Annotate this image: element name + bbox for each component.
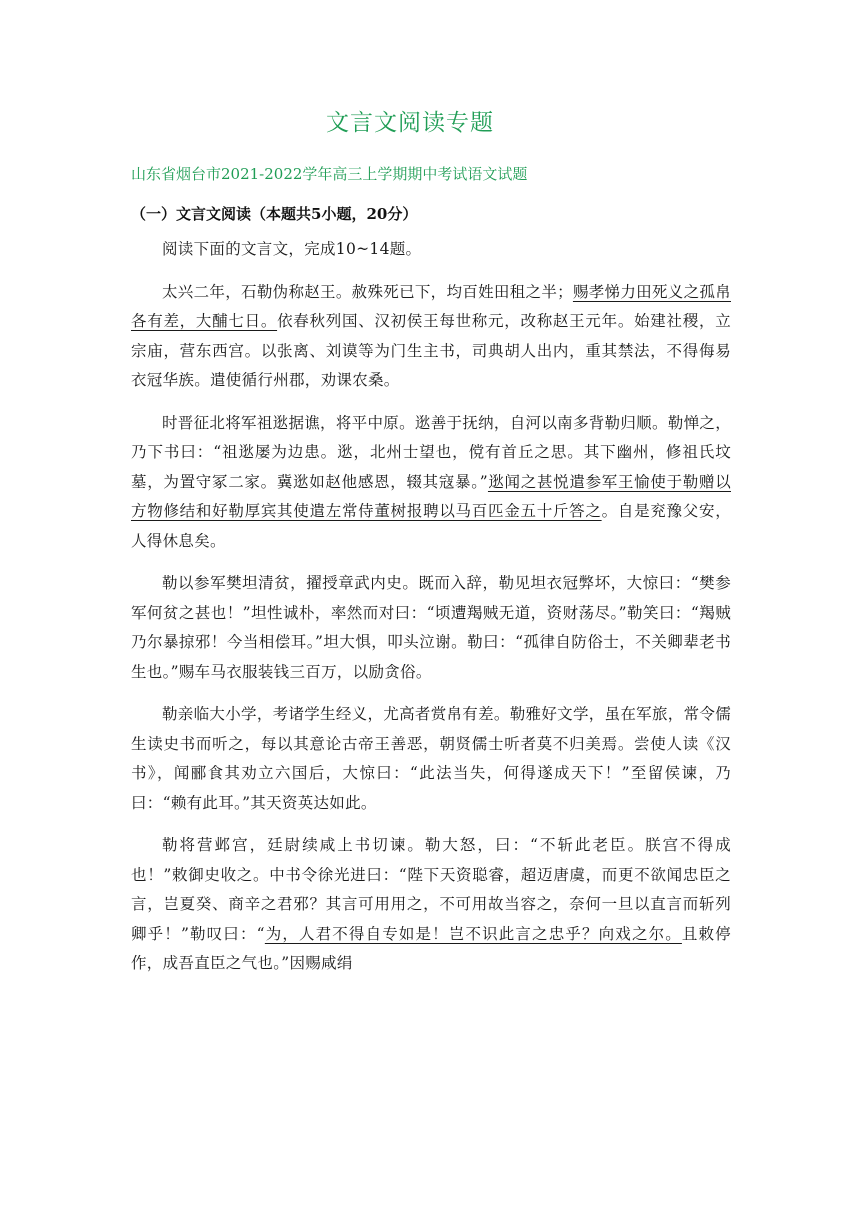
paragraph-5-text-b: 且敕停作，成吾直臣之气也。”因赐咸绢: [131, 924, 731, 972]
paragraph-4: 勒亲临大小学，考诸学生经义，尤高者赏帛有差。勒雅好文学，虽在军旅，常令儒生读史书而听之，每以其意论古帝王善恶，朝贤儒士听者莫不归美焉。尝使人读《汉书》，闻郦食其劝立六国后，大惊曰：“此法当失，何得遂成天下！”至留侯谏，乃曰：“赖有此耳。”其天资英达如此。: [131, 705, 731, 812]
paragraph-2-underlined: 逖闻之甚悦遣参军王愉使于勒赠以方物修结和好勒厚宾其使遣左常侍董树报聘以马百匹金五十斤答之: [131, 472, 731, 520]
passage-body: [131, 235, 731, 992]
paragraph-1-text-a: 太兴二年，石勒伪称赵王。赦殊死已下，均百姓田租之半；: [162, 282, 573, 301]
paragraph-1-underlined: 赐孝悌力田死义之孤帛各有差，大酺七日。: [131, 282, 731, 330]
source-line: 山东省烟台市2021-2022学年高三上学期期中考试语文试题: [131, 165, 528, 183]
paragraph-2-text-b: 。自是兖豫父安，人得休息矣。: [131, 502, 732, 550]
paragraph-1: [131, 278, 731, 396]
instruction-paragraph: 阅读下面的文言文，完成10~14题。: [162, 240, 422, 258]
paragraph-2-text-a: 时晋征北将军祖逖据谯，将平中原。逖善于抚纳，自河以南多背勒归顺。勒惮之，乃下书曰：“祖逖屡为边患。逖，北州士望也，傥有首丘之思。其下幽州，修祖氏坟墓，为置守冢二家。冀逖如赵他感恩，辍其寇暴。”: [131, 413, 731, 491]
paragraph-5-text-a: 勒将营邺宫，廷尉续咸上书切谏。勒大怒，曰：“不斩此老臣。朕宫不得成也！”敕御史收之。中书令徐光进曰：“陛下天资聪睿，超迈唐虞，而更不欲闻忠臣之言，岂夏癸、商辛之君邪？其言可用用之，不可用故当容之，奈何一旦以直言而斩列卿乎！”勒叹曰：“: [131, 836, 731, 943]
paragraph-5: [131, 831, 731, 979]
page-title: 文言文阅读专题: [326, 110, 494, 136]
section-heading: （一）文言文阅读（本题共5小题，20分）: [131, 205, 418, 223]
paragraph-5-underlined: 为，人君不得自专如是！岂不识此言之忠乎？向戏之尔。: [264, 924, 682, 943]
paragraph-3: 勒以参军樊坦清贫，擢授章武内史。既而入辞，勒见坦衣冠弊坏，大惊曰：“樊参军何贫之甚也！”坦性诚朴，率然而对曰：“顷遭羯贼无道，资财荡尽。”勒笑曰：“羯贼乃尔暴掠邪！今当相偿耳。”坦大惧，叩头泣谢。勒曰：“孤律自防俗士，不关卿辈老书生也。”赐车马衣服装钱三百万，以励贪俗。: [131, 574, 731, 681]
paragraph-2: [131, 409, 731, 557]
paragraph-1-text-b: 依春秋列国、汉初侯王每世称元，改称赵王元年。始建社稷，立宗庙，营东西宫。以张离、刘谟等为门生主书，司典胡人出内，重其禁法，不得侮易衣冠华族。遣使循行州郡，劝课农桑。: [131, 312, 732, 389]
